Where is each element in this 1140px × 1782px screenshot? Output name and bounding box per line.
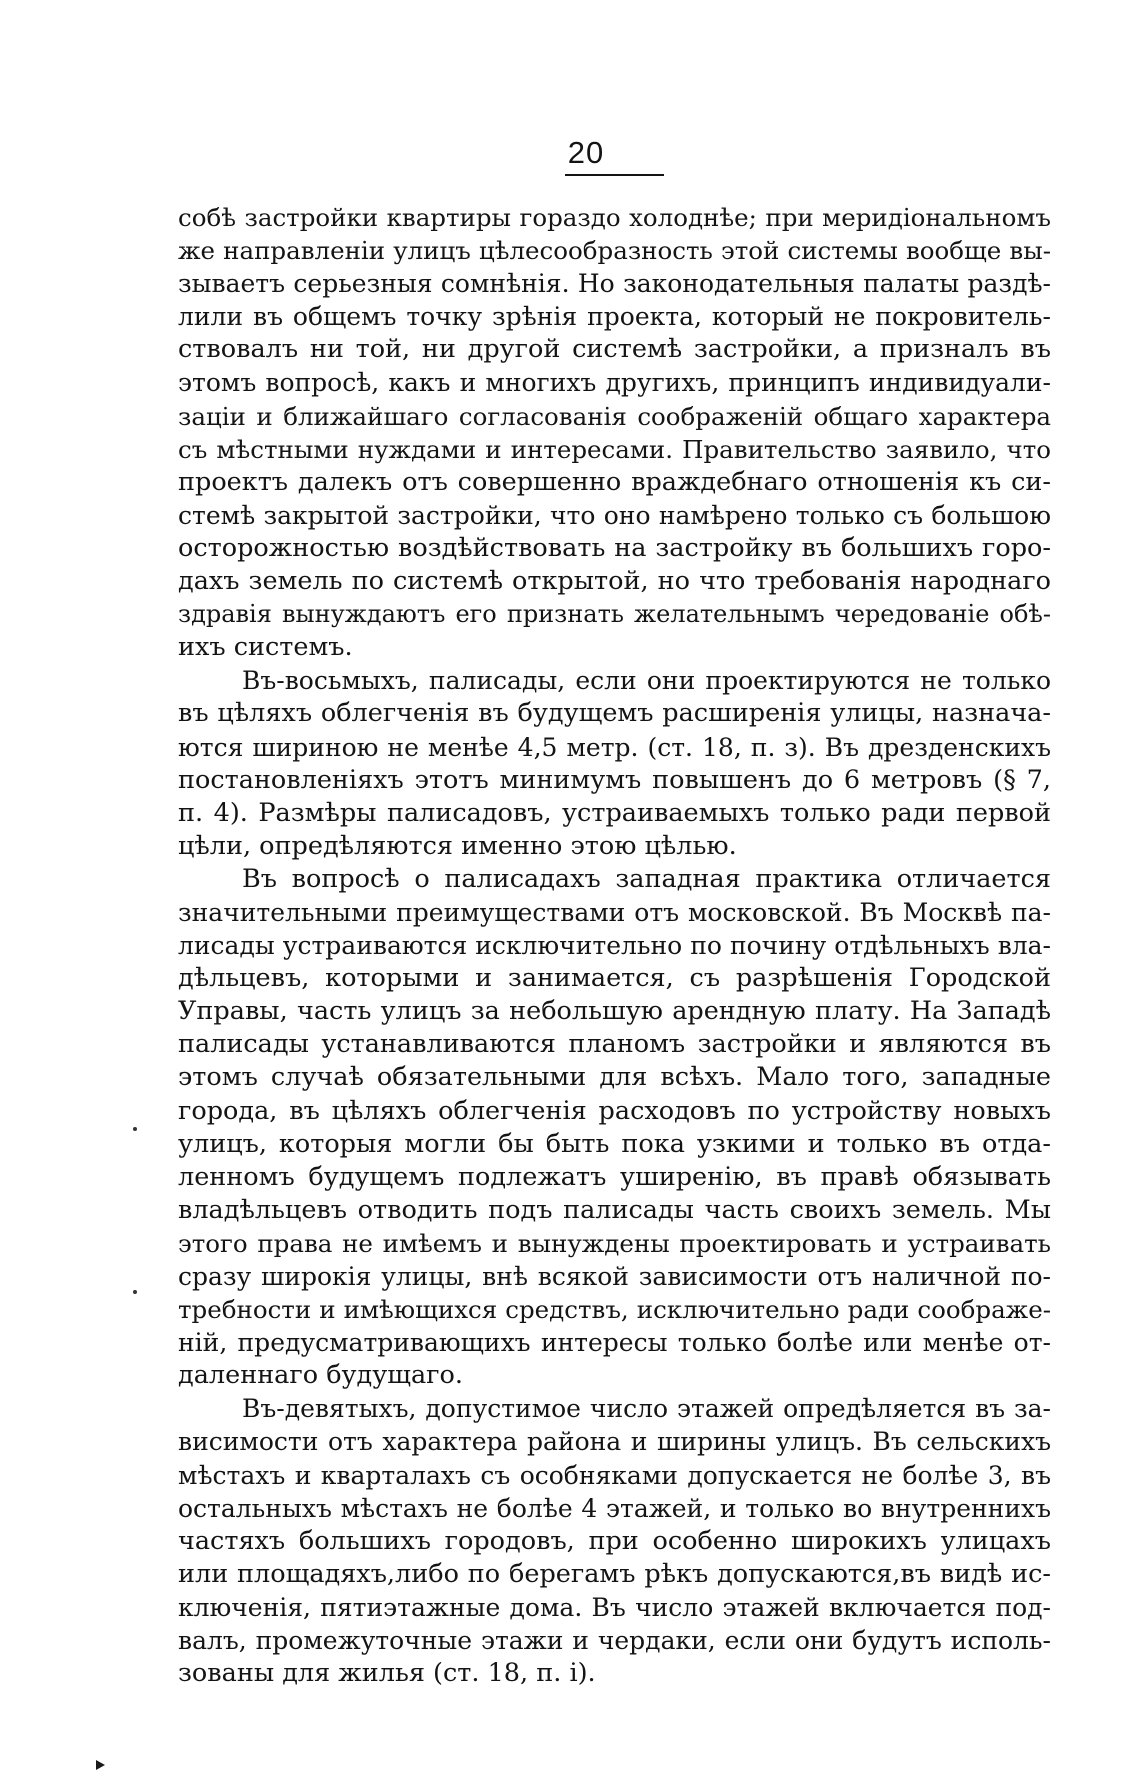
- print-speck: [133, 1127, 137, 1131]
- text-line: въ цѣляхъ облегченія въ будущемъ расширенія улицы, назнача-: [178, 698, 1051, 729]
- text-line: же направленіи улицъ цѣлесообразность этой системы вообще вы-: [178, 236, 1051, 266]
- print-speck: [133, 1290, 137, 1294]
- text-line: ихъ системъ.: [178, 632, 353, 663]
- text-line: Управы, часть улицъ за небольшую арендную плату. На Западѣ: [178, 996, 1051, 1027]
- text-line: улицъ, которыя могли бы быть пока узкими и только въ отда-: [178, 1128, 1051, 1159]
- text-line: съ мѣстными нуждами и интересами. Правительство заявило, что: [178, 434, 1051, 464]
- text-line: или площадяхъ,либо по берегамъ рѣкъ допускаются,въ видѣ ис-: [178, 1558, 1051, 1589]
- text-line: п. 4). Размѣры палисадовъ, устраиваемыхъ только ради первой: [178, 797, 1051, 828]
- text-line: ленномъ будущемъ подлежатъ уширенію, въ правѣ обязывать: [178, 1161, 1051, 1192]
- text-line: мѣстахъ и кварталахъ съ особняками допускается не болѣе 3, въ: [178, 1460, 1051, 1490]
- text-line: палисады устанавливаются планомъ застройки и являются въ: [178, 1029, 1051, 1060]
- text-line: Въ-девятыхъ, допустимое число этажей опредѣляется въ за-: [242, 1394, 1051, 1424]
- text-line: валъ, промежуточные этажи и чердаки, если они будутъ исполь-: [178, 1626, 1051, 1656]
- text-line: осторожностью воздѣйствовать на застройку въ большихъ горо-: [178, 532, 1051, 563]
- text-line: постановленіяхъ этотъ минимумъ повышенъ до 6 метровъ (§ 7,: [178, 764, 1051, 795]
- corner-mark: [96, 1760, 105, 1770]
- text-line: сразу широкія улицы, внѣ всякой зависимости отъ наличной по-: [178, 1262, 1051, 1291]
- text-line: даленнаго будущаго.: [178, 1360, 463, 1391]
- text-line: ній, предусматривающихъ интересы только болѣе или менѣе от-: [178, 1328, 1051, 1358]
- text-line: этомъ вопросѣ, какъ и многихъ другихъ, принципъ индивидуали-: [178, 368, 1051, 398]
- text-line: Въ-восьмыхъ, палисады, если они проектируются не только: [242, 666, 1051, 696]
- text-line: ются шириною не менѣе 4,5 метр. (ст. 18, п. з). Въ дрезденскихъ: [178, 732, 1051, 762]
- text-line: стемѣ закрытой застройки, что оно намѣрено только съ большою: [178, 500, 1051, 530]
- text-line: Въ вопросѣ о палисадахъ западная практика отличается: [242, 863, 1051, 894]
- text-line: заціи и ближайшаго согласованія соображеній общаго характера: [178, 401, 1051, 431]
- text-line: дахъ земель по системѣ открытой, но что требованія народнаго: [178, 566, 1051, 597]
- text-line: висимости отъ характера района и ширины улицъ. Въ сельскихъ: [178, 1427, 1051, 1457]
- text-line: лисады устраиваются исключительно по почину отдѣльныхъ вла-: [178, 931, 1051, 961]
- text-line: зываетъ серьезныя сомнѣнія. Но законодательныя палаты раздѣ-: [178, 269, 1051, 299]
- text-line: ствовалъ ни той, ни другой системѣ застройки, а призналъ въ: [178, 334, 1051, 365]
- text-line: владѣльцевъ отводить подъ палисады часть своихъ земель. Мы: [178, 1194, 1051, 1225]
- paragraph: [178, 664, 1051, 863]
- text-line: частяхъ большихъ городовъ, при особенно широкихъ улицахъ: [178, 1525, 1051, 1556]
- paragraph: [178, 863, 1051, 1393]
- page-number: 20: [567, 135, 605, 170]
- paragraph: [178, 201, 1051, 664]
- text-line: значительными преимуществами отъ московской. Въ Москвѣ па-: [178, 897, 1051, 927]
- text-line: этого права не имѣемъ и вынуждены проектировать и устраивать: [178, 1228, 1051, 1258]
- paragraph: [178, 1392, 1051, 1690]
- text-line: остальныхъ мѣстахъ не болѣе 4 этажей, и только во внутреннихъ: [178, 1493, 1051, 1523]
- text-line: лили въ общемъ точку зрѣнія проекта, который не покровитель-: [178, 302, 1051, 332]
- text-line: дѣльцевъ, которыми и занимается, съ разрѣшенія Городской: [178, 963, 1051, 994]
- page-number-rule: [565, 174, 664, 176]
- text-line: собѣ застройки квартиры гораздо холоднѣе; при меридіональномъ: [178, 203, 1051, 232]
- text-line: проектъ далекъ отъ совершенно враждебнаго отношенія къ си-: [178, 466, 1051, 497]
- text-line: этомъ случаѣ обязательными для всѣхъ. Мало того, западные: [178, 1062, 1051, 1093]
- text-line: зованы для жилья (ст. 18, п. і).: [178, 1658, 596, 1689]
- text-line: здравія вынуждаютъ его признать желательнымъ чередованіе обѣ-: [178, 600, 1051, 629]
- text-line: цѣли, опредѣляются именно этою цѣлью.: [178, 830, 737, 861]
- body-text: [178, 201, 1051, 1690]
- text-line: ключенія, пятиэтажные дома. Въ число этажей включается под-: [178, 1592, 1051, 1622]
- text-line: города, въ цѣляхъ облегченія расходовъ по устройству новыхъ: [178, 1095, 1051, 1126]
- text-line: требности и имѣющихся средствъ, исключительно ради соображе-: [178, 1295, 1051, 1325]
